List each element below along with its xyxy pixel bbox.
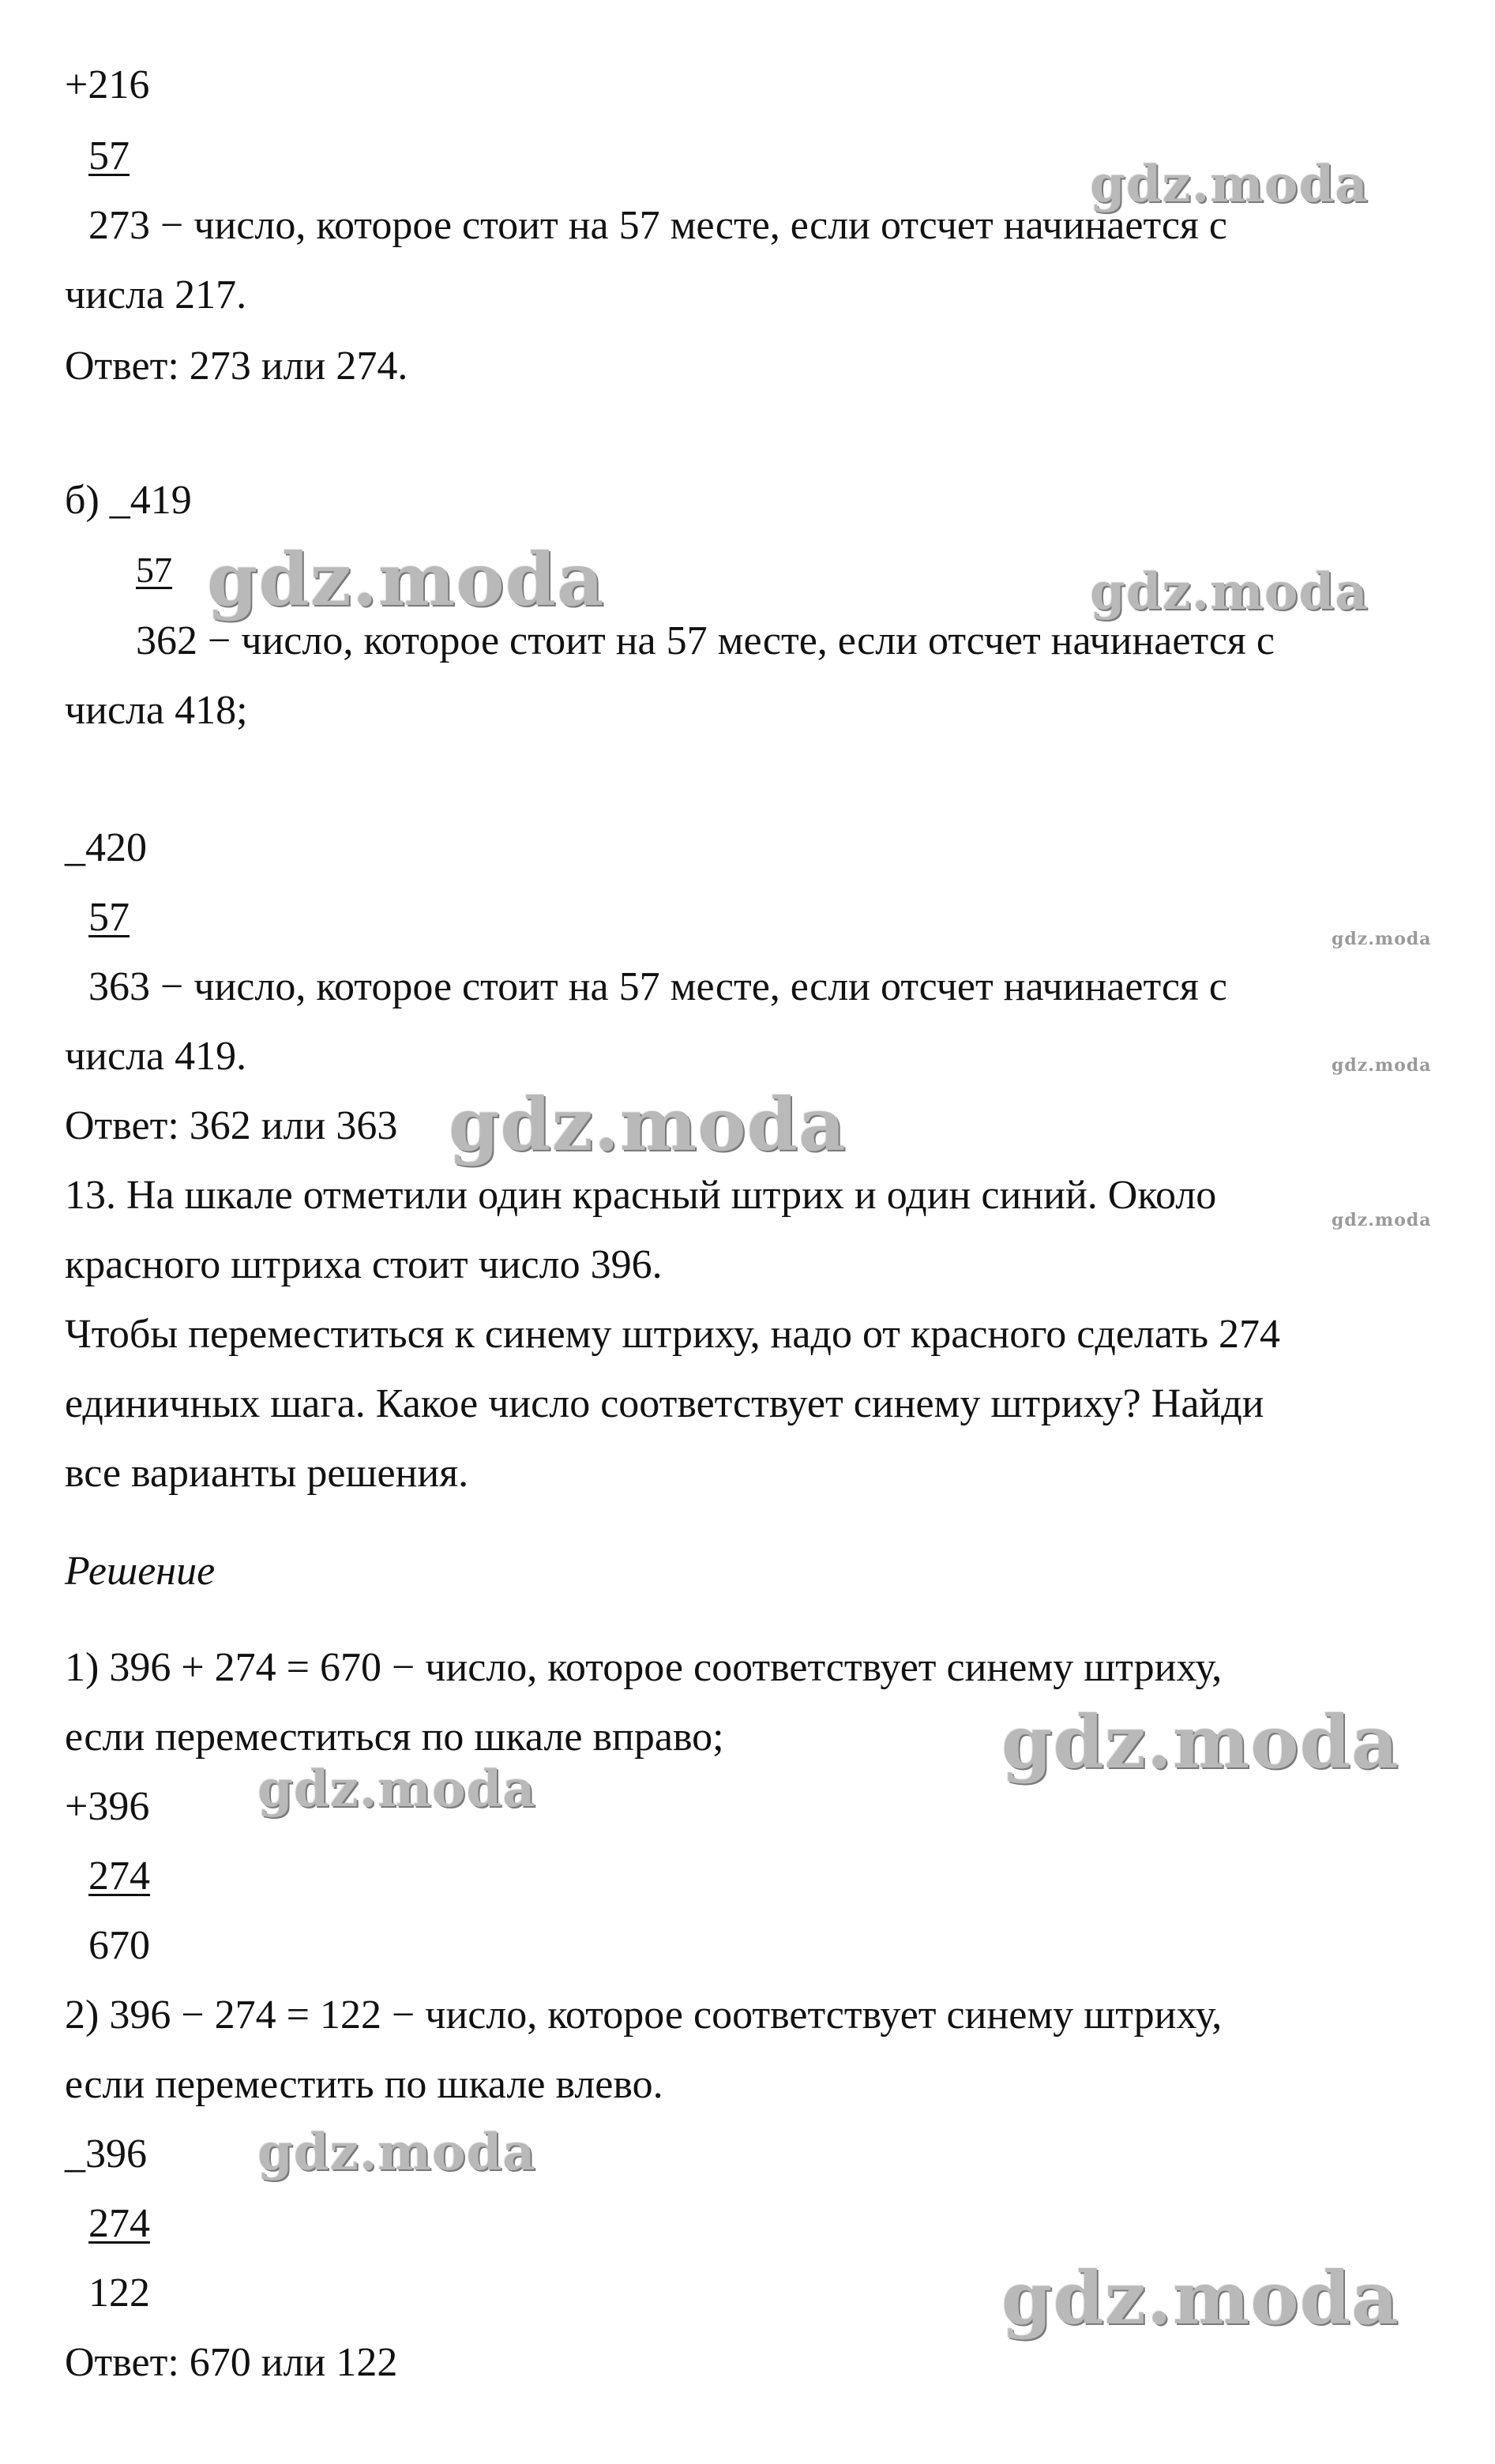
watermark-logo: gdz.moda	[1090, 155, 1369, 214]
part-b-line	[65, 477, 192, 524]
column-operand-2: 57	[88, 133, 130, 178]
watermark-logo: gdz.moda	[1090, 562, 1369, 622]
text-line: 362 − число, которое стоит на 57 месте, если отсчет начинается с	[136, 618, 1275, 663]
column-operand-1: _420	[65, 825, 147, 870]
text-line: 363 − число, которое стоит на 57 месте, если отсчет начинается с	[88, 964, 1227, 1009]
text-line: числа 418;	[65, 688, 248, 733]
task-text: все варианты решения.	[65, 1451, 469, 1496]
column-operand-2: 57	[88, 895, 130, 940]
column-operand-2: 57	[136, 550, 172, 590]
column-operand-2: 274	[88, 2201, 150, 2246]
solution-heading: Решение	[65, 1549, 216, 1594]
watermark-logo: gdz.moda	[257, 1760, 536, 1819]
solution-line: 1) 396 + 274 = 670 − число, которое соответствует синему штриху,	[65, 1645, 1223, 1690]
column-result: 670	[88, 1923, 150, 1968]
task-text: красного штриха стоит число 396.	[65, 1242, 663, 1287]
task-text: Чтобы переместиться к синему штриху, надо от красного сделать 274	[65, 1312, 1281, 1357]
watermark-logo: gdz.moda	[1001, 2256, 1399, 2341]
solution-line: 2) 396 − 274 = 122 − число, которое соответствует синему штриху,	[65, 1993, 1223, 2038]
column-result: 122	[88, 2271, 150, 2316]
part-b-label: б) _	[65, 478, 130, 523]
solution-line: если переместить по шкале влево.	[65, 2062, 663, 2107]
answer-line: Ответ: 362 или 363	[65, 1103, 398, 1148]
watermark-logo: gdz.moda	[1001, 1700, 1399, 1785]
watermark-logo: gdz.moda	[1332, 1055, 1432, 1076]
column-operand-2: 274	[88, 1854, 150, 1899]
text-line: 273 − число, которое стоит на 57 месте, если отсчет начинается с	[88, 203, 1227, 248]
solution-line: если переместиться по шкале вправо;	[65, 1715, 724, 1760]
column-operand-1: +216	[65, 62, 150, 107]
task-text: 13. На шкале отметили один красный штрих и один синий. Около	[65, 1173, 1217, 1218]
column-operand-1: +396	[65, 1784, 150, 1829]
watermark-logo: gdz.moda	[257, 2123, 536, 2182]
column-operand-1: _396	[65, 2132, 147, 2177]
watermark-logo: gdz.moda	[449, 1082, 847, 1167]
text-line: числа 419.	[65, 1034, 247, 1079]
text-line: числа 217.	[65, 272, 247, 317]
answer-line: Ответ: 670 или 122	[65, 2340, 398, 2385]
task-text: единичных шага. Какое число соответствует синему штриху? Найди	[65, 1381, 1264, 1426]
watermark-logo: gdz.moda	[1332, 929, 1432, 949]
answer-line: Ответ: 273 или 274.	[65, 344, 408, 389]
watermark-logo: gdz.moda	[207, 537, 605, 622]
watermark-logo: gdz.moda	[1332, 1210, 1432, 1230]
column-operand-1: 419	[130, 478, 192, 523]
